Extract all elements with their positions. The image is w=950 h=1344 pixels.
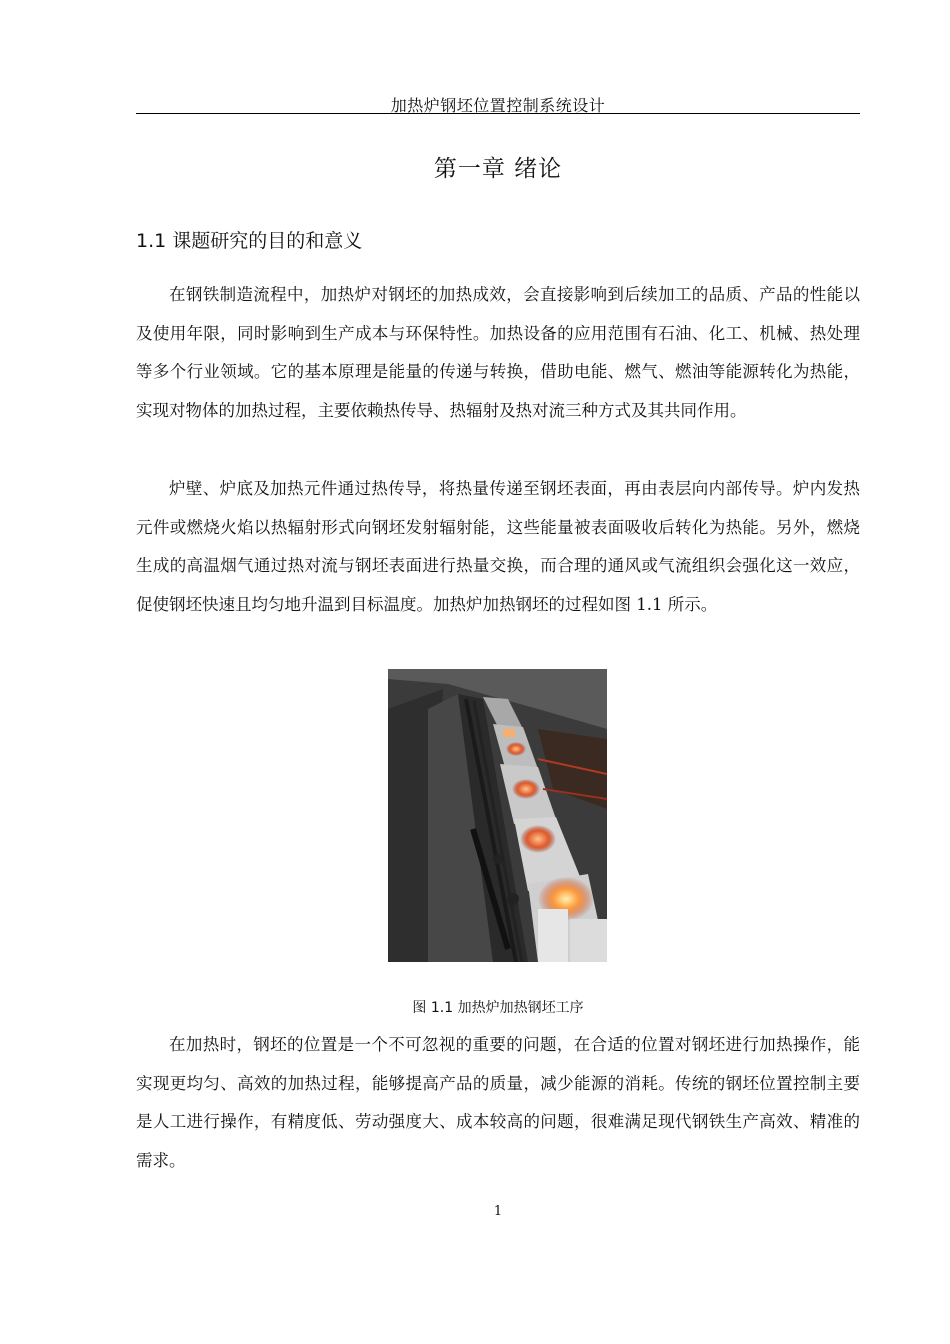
- page-number: 1: [493, 1204, 503, 1219]
- furnace-photo: [388, 669, 607, 962]
- section-heading: 1.1 课题研究的目的和意义: [136, 230, 363, 252]
- paragraph-2: 炉壁、炉底及加热元件通过热传导，将热量传递至钢坯表面，再由表层向内部传导。炉内发热元件或燃烧火焰以热辐射形式向钢坯发射辐射能，这些能量被表面吸收后转化为热能。另外，燃烧生成的高温烟气通过热对流与钢坯表面进行热量交换，而合理的通风或气流组织会强化这一效应，促使钢坯快速且均匀地升温到目标温度。加热炉加热钢坯的过程如图 1.1 所示。: [136, 479, 860, 614]
- paragraph-1: 在钢铁制造流程中，加热炉对钢坯的加热成效，会直接影响到后续加工的品质、产品的性能以及使用年限，同时影响到生产成本与环保特性。加热设备的应用范围有石油、化工、机械、热处理等多个行业领域。它的基本原理是能量的传递与转换，借助电能、燃气、燃油等能源转化为热能，实现对物体的加热过程，主要依赖热传导、热辐射及热对流三种方式及其共同作用。: [136, 285, 860, 420]
- chapter-title: 第一章 绪论: [433, 156, 563, 182]
- paragraph-3: 在加热时，钢坯的位置是一个不可忽视的重要的问题，在合适的位置对钢坯进行加热操作，能实现更均匀、高效的加热过程，能够提高产品的质量，减少能源的消耗。传统的钢坯位置控制主要是人工进行操作，有精度低、劳动强度大、成本较高的问题，很难满足现代钢铁生产高效、精准的需求。: [136, 1035, 860, 1170]
- header-divider: [136, 113, 860, 114]
- running-header: 加热炉钢坯位置控制系统设计: [390, 96, 606, 115]
- figure-caption: 图 1.1 加热炉加热钢坯工序: [412, 1000, 584, 1016]
